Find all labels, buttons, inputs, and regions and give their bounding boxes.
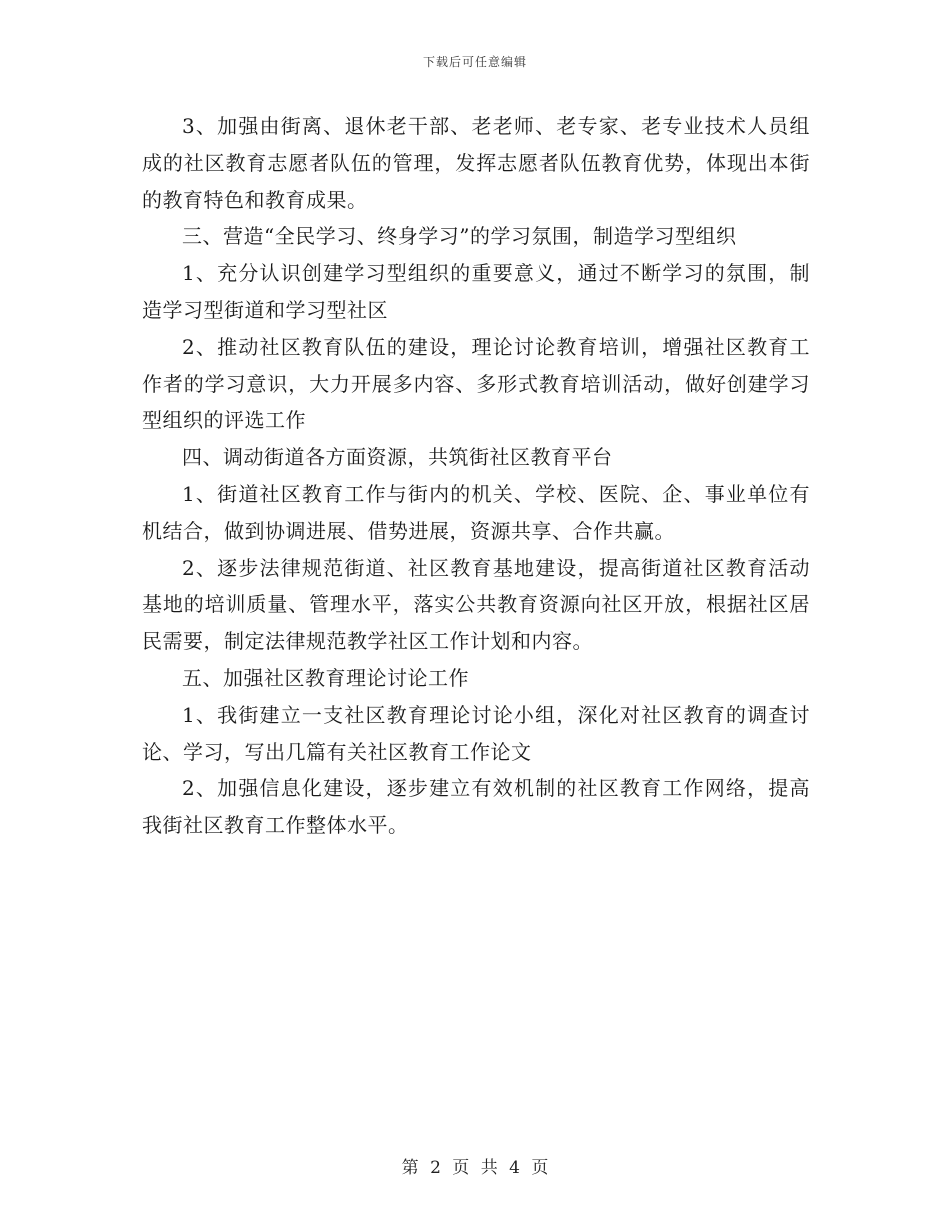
- section-heading-5: 五、加强社区教育理论讨论工作: [182, 665, 469, 690]
- paragraph-item-3-volunteers: 3、加强由街离、退休老干部、老老师、老专家、老专业技术人员组成的社区教育志愿者队伍的管理，发挥志愿者队伍教育优势，体现出本街的教育特色和教育成果。: [142, 114, 810, 212]
- paragraph-item-2-team-building: 2、推动社区教育队伍的建设，理论讨论教育培训，增强社区教育工作者的学习意识，大力开展多内容、多形式教育培训活动，做好创建学习型组织的评选工作: [142, 334, 810, 433]
- page-header-note: 下载后可任意编辑: [422, 55, 527, 69]
- paragraph-item-1-integration: 1、街道社区教育工作与街内的机关、学校、医院、企、事业单位有机结合，做到协调进展、借势进展，资源共享、合作共赢。: [142, 481, 810, 543]
- document-body: [142, 108, 810, 844]
- paragraph-item-1-research-group: 1、我街建立一支社区教育理论讨论小组，深化对社区教育的调查讨论、学习，写出几篇有关社区教育工作论文: [142, 702, 810, 764]
- paragraph-item-2-base-construction: 2、逐步法律规范街道、社区教育基地建设，提高街道社区教育活动基地的培训质量、管理水平，落实公共教育资源向社区开放，根据社区居民需要，制定法律规范教学社区工作计划和内容。: [142, 555, 810, 654]
- paragraph-item-2-informatization: 2、加强信息化建设，逐步建立有效机制的社区教育工作网络，提高我街社区教育工作整体水平。: [142, 776, 810, 838]
- section-heading-3: 三、营造“全民学习、终身学习”的学习氛围，制造学习型组织: [182, 224, 737, 249]
- paragraph-item-1-learning-org: 1、充分认识创建学习型组织的重要意义，通过不断学习的氛围，制造学习型街道和学习型社区: [142, 261, 810, 322]
- page-number-footer: 第 2 页 共 4 页: [401, 1158, 549, 1178]
- section-heading-4: 四、调动街道各方面资源，共筑街社区教育平台: [182, 445, 613, 470]
